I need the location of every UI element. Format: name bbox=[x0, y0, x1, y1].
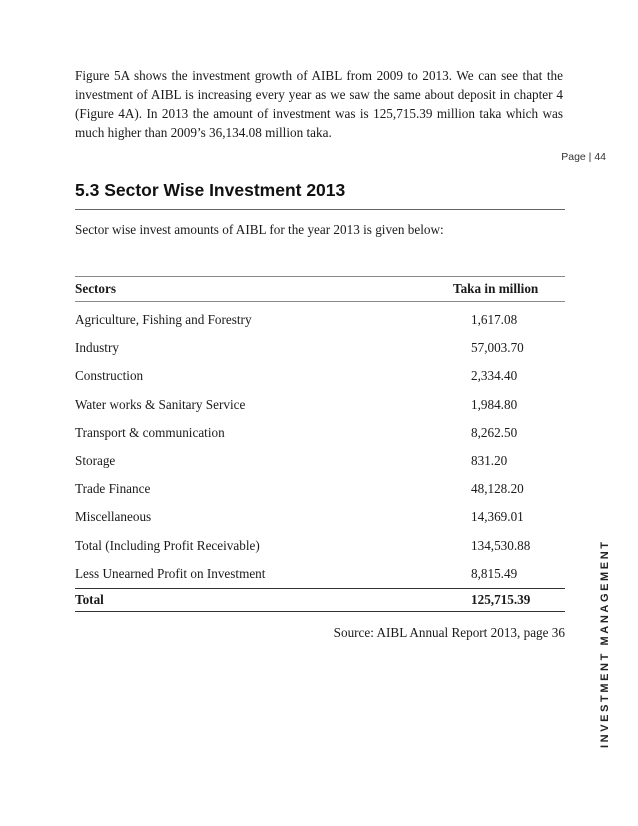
side-section-label: INVESTMENT MANAGEMENT bbox=[599, 539, 611, 748]
total-amount: 125,715.39 bbox=[471, 591, 531, 607]
row-sector: Water works & Sanitary Service bbox=[75, 396, 246, 412]
row-amount: 57,003.70 bbox=[471, 340, 524, 356]
row-sector: Construction bbox=[75, 368, 144, 384]
intro-paragraph: Figure 5A shows the investment growth of AIBL from 2009 to 2013. We can see that the investment of AIBL is increasing every year as we saw the same about deposit in chapter 4 (Figure 4A). In 2013 the amount of investment was is 125,715.39 million taka which was much higher than 2009’s 36,134.08 million taka. bbox=[75, 68, 563, 140]
page-number: Page | 44 bbox=[561, 151, 606, 163]
table-row bbox=[75, 334, 565, 362]
table-row bbox=[75, 447, 565, 475]
section-subtitle: Sector wise invest amounts of AIBL for the year 2013 is given below: bbox=[75, 222, 444, 237]
row-sector: Transport & communication bbox=[75, 424, 225, 440]
row-amount: 1,617.08 bbox=[471, 312, 518, 328]
row-amount: 1,984.80 bbox=[471, 396, 518, 412]
source-note: Source: AIBL Annual Report 2013, page 36 bbox=[333, 625, 565, 640]
row-sector: Miscellaneous bbox=[75, 509, 152, 525]
row-sector: Less Unearned Profit on Investment bbox=[75, 565, 266, 581]
total-label: Total bbox=[75, 591, 104, 607]
row-sector: Agriculture, Fishing and Forestry bbox=[75, 312, 252, 328]
table-row bbox=[75, 362, 565, 390]
row-amount: 14,369.01 bbox=[471, 509, 524, 525]
header-amount: Taka in million bbox=[453, 281, 539, 296]
table-row bbox=[75, 419, 565, 447]
section-heading: 5.3 Sector Wise Investment 2013 bbox=[75, 180, 346, 200]
row-sector: Storage bbox=[75, 453, 116, 469]
table-row bbox=[75, 391, 565, 419]
row-sector: Trade Finance bbox=[75, 481, 151, 497]
row-amount: 8,815.49 bbox=[471, 565, 518, 581]
table-row bbox=[75, 503, 565, 531]
table-row bbox=[75, 306, 565, 334]
sector-investment-table bbox=[75, 276, 565, 612]
table-header-row bbox=[75, 277, 565, 301]
header-sectors: Sectors bbox=[75, 281, 117, 296]
table-row bbox=[75, 475, 565, 503]
row-amount: 8,262.50 bbox=[471, 424, 518, 440]
row-amount: 134,530.88 bbox=[471, 537, 531, 553]
table-header-rule bbox=[75, 301, 565, 302]
table-row bbox=[75, 560, 565, 588]
row-amount: 831.20 bbox=[471, 453, 508, 469]
row-sector: Industry bbox=[75, 340, 119, 356]
row-sector: Total (Including Profit Receivable) bbox=[75, 537, 260, 553]
heading-rule bbox=[75, 209, 565, 210]
table-total-row bbox=[75, 588, 565, 612]
row-amount: 48,128.20 bbox=[471, 481, 524, 497]
row-amount: 2,334.40 bbox=[471, 368, 518, 384]
table-row bbox=[75, 532, 565, 560]
